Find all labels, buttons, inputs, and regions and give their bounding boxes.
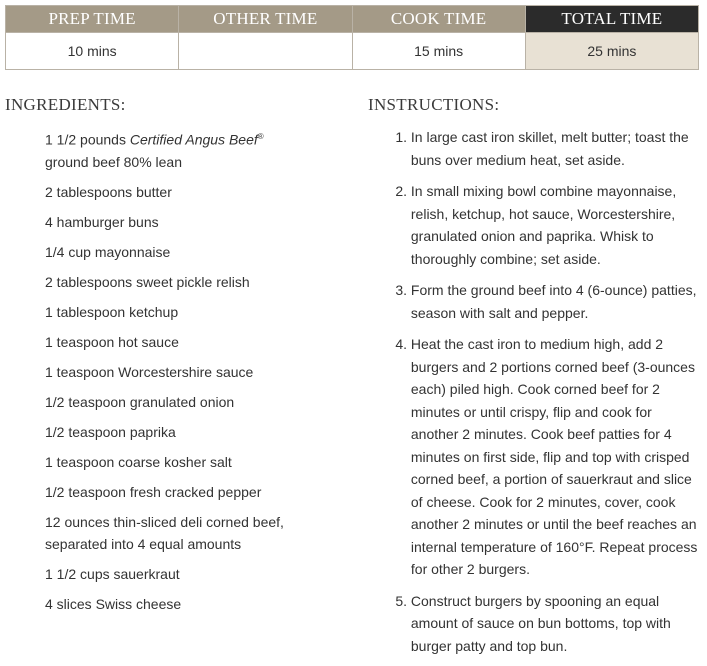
- ingredient-item: 4 hamburger buns: [45, 213, 159, 230]
- step-text: Heat the cast iron to medium high, add 2 burgers and 2 portions corned beef (3-ounces each) piled high. Cook corned beef for 2 minutes or until crispy, flip and cook for another 2 minutes. Cook beef patties for 4 minutes on first side, flip and top with crisped corned beef, a portion of sauerkraut and slice of cheese. Cook for 2 minutes, cover, cook another 2 minutes or until the beef reaches an internal temperature of 160°F. Repeat process for other 2 burgers.: [410, 336, 698, 577]
- ingredient-item: 1 teaspoon hot sauce: [45, 333, 179, 350]
- instruction-step: [368, 279, 698, 324]
- ingredient-item: [45, 126, 295, 173]
- total-time-value: 25 mins: [525, 33, 698, 70]
- ingredient-item: 1 tablespoon ketchup: [45, 303, 179, 320]
- instructions-list: [368, 126, 698, 666]
- instructions-heading: INSTRUCTIONS:: [368, 95, 500, 114]
- instruction-step: [368, 333, 698, 581]
- cook-time-value: 15 mins: [352, 33, 525, 70]
- instruction-step: [368, 590, 698, 658]
- ingredient-prefix: 1 1/2 pounds: [45, 131, 130, 148]
- other-time-value: [179, 33, 352, 70]
- ingredient-item: 2 tablespoons sweet pickle relish: [45, 273, 250, 290]
- ingredient-item: 4 slices Swiss cheese: [45, 595, 182, 612]
- ingredient-item: 1/4 cup mayonnaise: [45, 243, 171, 260]
- ingredient-item: 1/2 teaspoon fresh cracked pepper: [45, 483, 262, 500]
- prep-time-header: PREP TIME: [6, 6, 179, 33]
- step-number: 5.: [395, 592, 407, 609]
- ingredients-list: [45, 126, 295, 623]
- step-number: 3.: [395, 282, 407, 298]
- step-text: In large cast iron skillet, melt butter; toast the buns over medium heat, set aside.: [410, 129, 689, 168]
- brand-name: Certified Angus Beef: [129, 131, 258, 148]
- ingredient-item: 1 teaspoon coarse kosher salt: [45, 453, 232, 470]
- instruction-step: [368, 126, 698, 171]
- ingredient-suffix: ground beef 80% lean: [45, 153, 182, 170]
- ingredient-item: 1 1/2 cups sauerkraut: [45, 565, 180, 582]
- step-text: In small mixing bowl combine mayonnaise, relish, ketchup, hot sauce, Worcestershire, granulated onion and paprika. Whisk to thoroughly combine; set aside.: [410, 183, 677, 267]
- ingredient-item: 12 ounces thin-sliced deli corned beef, separated into 4 equal amounts: [45, 513, 284, 552]
- recipe-times-table: [5, 5, 699, 70]
- total-time-header: TOTAL TIME: [525, 6, 698, 33]
- registered-mark: ®: [257, 132, 264, 141]
- step-text: Construct burgers by spooning an equal amount of sauce on bun bottoms, top with burger patty and top bun.: [410, 592, 671, 654]
- step-number: 1.: [395, 129, 407, 145]
- other-time-header: OTHER TIME: [179, 6, 352, 33]
- prep-time-value: 10 mins: [6, 33, 179, 70]
- step-text: Form the ground beef into 4 (6-ounce) patties, season with salt and pepper.: [410, 282, 697, 321]
- cook-time-header: COOK TIME: [352, 6, 525, 33]
- ingredient-item: 2 tablespoons butter: [45, 183, 172, 200]
- step-number: 2.: [395, 183, 407, 199]
- ingredient-item: 1/2 teaspoon granulated onion: [45, 393, 235, 410]
- instruction-step: [368, 180, 698, 270]
- ingredients-heading: INGREDIENTS:: [5, 95, 126, 114]
- ingredient-item: 1 teaspoon Worcestershire sauce: [45, 363, 254, 380]
- ingredient-item: 1/2 teaspoon paprika: [45, 423, 176, 440]
- step-number: 4.: [395, 336, 407, 352]
